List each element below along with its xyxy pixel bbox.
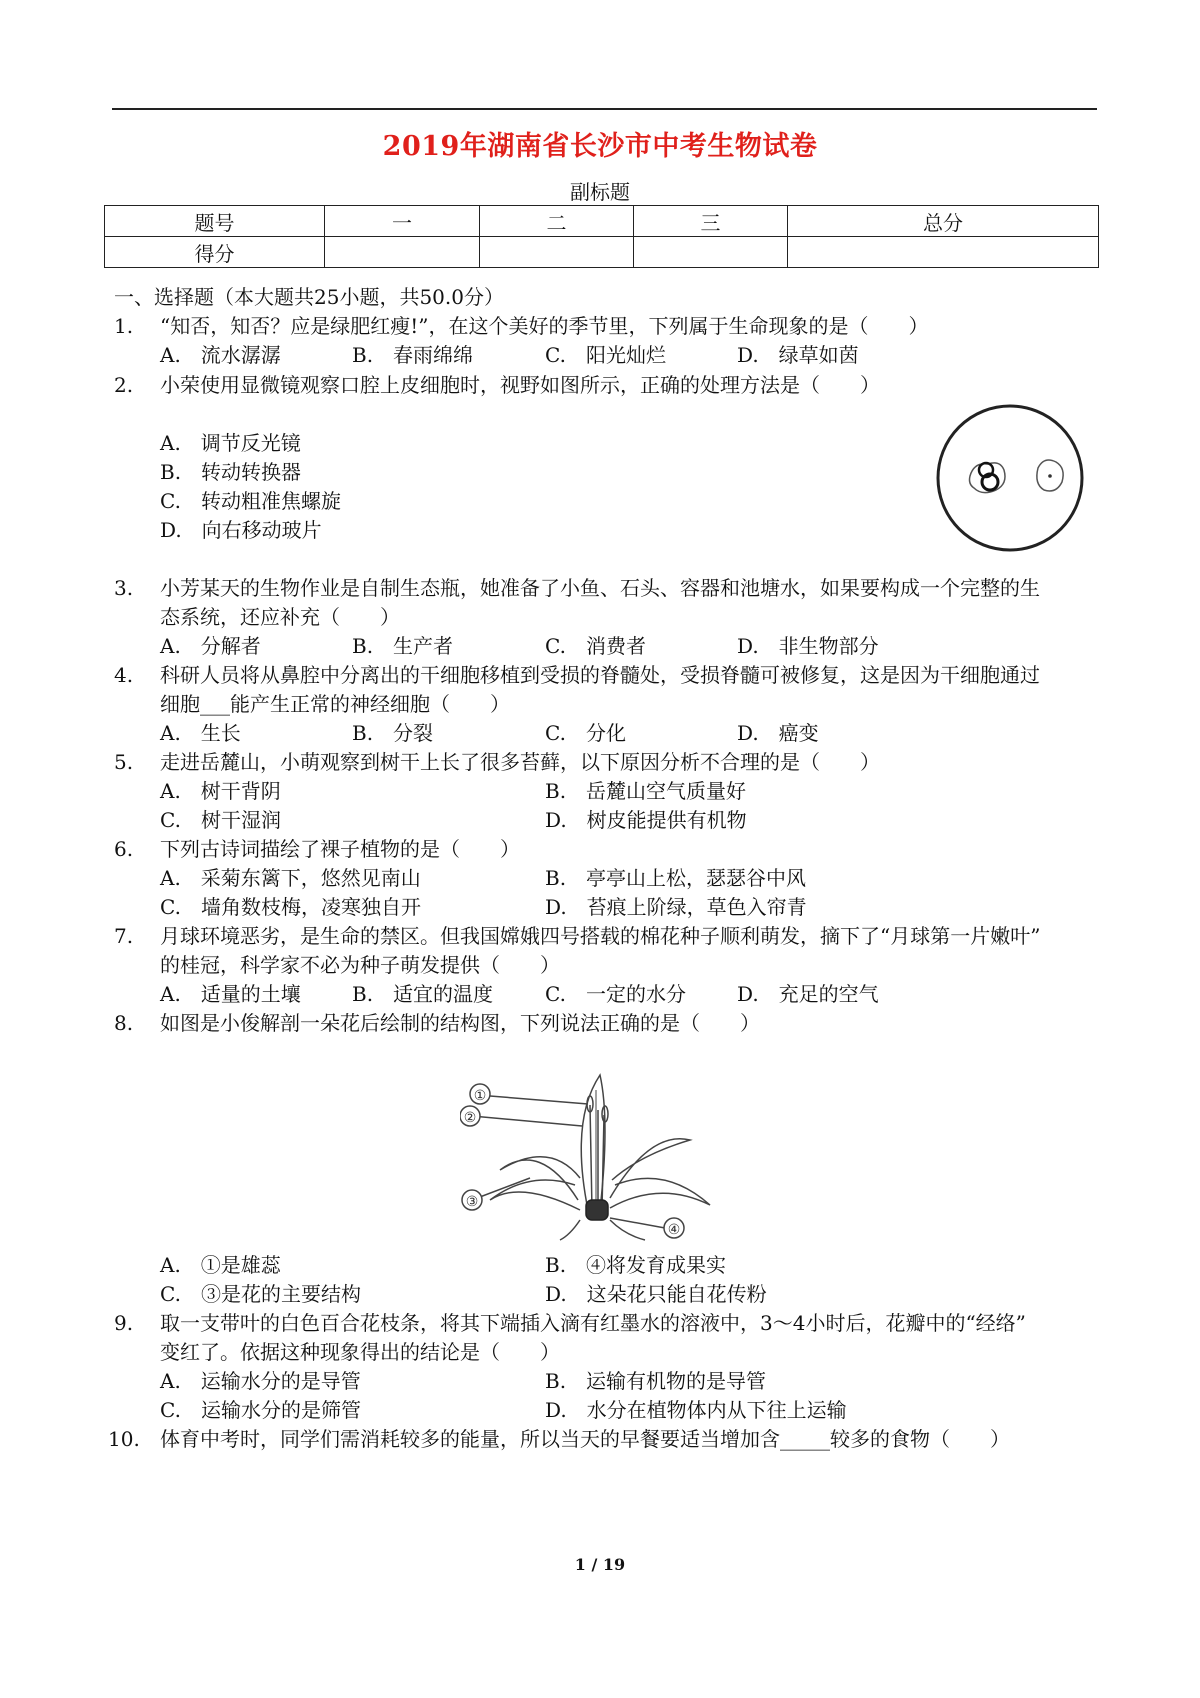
- question-number: 10.: [108, 1427, 140, 1451]
- option-d[interactable]: D. 非生物部分: [737, 634, 879, 658]
- option-d[interactable]: D. 这朵花只能自花传粉: [545, 1282, 767, 1306]
- option-b[interactable]: B. 岳麓山空气质量好: [545, 779, 747, 803]
- option-c[interactable]: C. 消费者: [545, 634, 646, 658]
- question-text: 变红了。依据这种现象得出的结论是（ ）: [160, 1340, 560, 1364]
- score-input-cell[interactable]: [634, 237, 788, 268]
- flower-structure-figure: [460, 1060, 740, 1250]
- question-text: 细胞___能产生正常的神经细胞（ ）: [160, 692, 510, 716]
- option-a[interactable]: A. ①是雄蕊: [160, 1253, 281, 1277]
- option-c[interactable]: C. ③是花的主要结构: [160, 1282, 361, 1306]
- score-cell: 二: [480, 206, 634, 237]
- question-text: 的桂冠，科学家不必为种子萌发提供（ ）: [160, 953, 560, 977]
- option-a[interactable]: A. 生长: [160, 721, 241, 745]
- flower-label: ①: [473, 1088, 487, 1104]
- option-b[interactable]: B. 转动转换器: [160, 460, 302, 484]
- option-d[interactable]: D. 向右移动玻片: [160, 518, 322, 542]
- option-b[interactable]: B. 分裂: [352, 721, 434, 745]
- option-c[interactable]: C. 分化: [545, 721, 626, 745]
- page-subtitle: 副标题: [570, 180, 630, 204]
- question-number: 6.: [114, 837, 134, 861]
- option-a[interactable]: A. 适量的土壤: [160, 982, 301, 1006]
- option-b[interactable]: B. 亭亭山上松，瑟瑟谷中风: [545, 866, 807, 890]
- option-c[interactable]: C. 一定的水分: [545, 982, 686, 1006]
- option-c[interactable]: C. 运输水分的是筛管: [160, 1398, 361, 1422]
- score-cell: 三: [634, 206, 788, 237]
- question-number: 5.: [114, 750, 134, 774]
- option-b[interactable]: B. 运输有机物的是导管: [545, 1369, 767, 1393]
- question-text: 态系统，还应补充（ ）: [160, 605, 400, 629]
- question-text: 取一支带叶的白色百合花枝条，将其下端插入滴有红墨水的溶液中，3～4小时后，花瓣中的“经络”: [160, 1311, 1026, 1335]
- microscope-view-figure: [930, 398, 1090, 558]
- question-text: 走进岳麓山，小萌观察到树干上长了很多苔藓，以下原因分析不合理的是（ ）: [160, 750, 880, 774]
- option-b[interactable]: B. 生产者: [352, 634, 454, 658]
- flower-label: ④: [667, 1222, 681, 1238]
- option-b[interactable]: B. 春雨绵绵: [352, 343, 474, 367]
- section-heading: 一、选择题（本大题共25小题，共50.0分）: [114, 285, 504, 309]
- option-c[interactable]: C. 树干湿润: [160, 808, 281, 832]
- question-text: 下列古诗词描绘了裸子植物的是（ ）: [160, 837, 520, 861]
- top-rule: [112, 108, 1097, 110]
- option-b[interactable]: B. 适宜的温度: [352, 982, 494, 1006]
- option-d[interactable]: D. 癌变: [737, 721, 819, 745]
- question-text: 体育中考时，同学们需消耗较多的能量，所以当天的早餐要适当增加含_____较多的食物（ ）: [160, 1427, 1010, 1451]
- question-number: 2.: [114, 373, 134, 397]
- question-number: 8.: [114, 1011, 134, 1035]
- flower-label: ②: [463, 1110, 477, 1126]
- score-table: [104, 205, 1099, 268]
- question-text: 如图是小俊解剖一朵花后绘制的结构图，下列说法正确的是（ ）: [160, 1011, 760, 1035]
- option-a[interactable]: A. 树干背阴: [160, 779, 281, 803]
- question-number: 4.: [114, 663, 134, 687]
- question-text: 科研人员将从鼻腔中分离出的干细胞移植到受损的脊髓处，受损脊髓可被修复，这是因为干细胞通过: [160, 663, 1040, 687]
- question-number: 7.: [114, 924, 134, 948]
- score-cell: 题号: [105, 206, 325, 237]
- question-number: 3.: [114, 576, 134, 600]
- page-title: 2019年湖南省长沙市中考生物试卷: [382, 131, 818, 162]
- score-table-row: [105, 237, 1099, 268]
- option-c[interactable]: C. 墙角数枝梅，凌寒独自开: [160, 895, 421, 919]
- score-input-cell[interactable]: [325, 237, 480, 268]
- option-d[interactable]: D. 水分在植物体内从下往上运输: [545, 1398, 847, 1422]
- question-text: “知否，知否？应是绿肥红瘦!”，在这个美好的季节里，下列属于生命现象的是（ ）: [160, 314, 929, 338]
- option-a[interactable]: A. 流水潺潺: [160, 343, 281, 367]
- option-d[interactable]: D. 苔痕上阶绿，草色入帘青: [545, 895, 807, 919]
- question-text: 小芳某天的生物作业是自制生态瓶，她准备了小鱼、石头、容器和池塘水，如果要构成一个完整的生: [160, 576, 1040, 600]
- option-d[interactable]: D. 树皮能提供有机物: [545, 808, 747, 832]
- page-number: 1 / 19: [574, 1555, 626, 1574]
- option-d[interactable]: D. 绿草如茵: [737, 343, 859, 367]
- option-a[interactable]: A. 运输水分的是导管: [160, 1369, 361, 1393]
- score-cell: 一: [325, 206, 480, 237]
- score-input-cell[interactable]: [480, 237, 634, 268]
- option-a[interactable]: A. 调节反光镜: [160, 431, 301, 455]
- flower-label: ③: [465, 1194, 479, 1210]
- option-d[interactable]: D. 充足的空气: [737, 982, 879, 1006]
- option-a[interactable]: A. 采菊东篱下，悠然见南山: [160, 866, 421, 890]
- score-cell: 总分: [788, 206, 1099, 237]
- option-c[interactable]: C. 阳光灿烂: [545, 343, 666, 367]
- question-text: 月球环境恶劣，是生命的禁区。但我国嫦娥四号搭载的棉花种子顺利萌发，摘下了“月球第一片嫩叶”: [160, 924, 1041, 948]
- question-number: 9.: [114, 1311, 134, 1335]
- option-a[interactable]: A. 分解者: [160, 634, 261, 658]
- option-b[interactable]: B. ④将发育成果实: [545, 1253, 727, 1277]
- score-table-row: [105, 206, 1099, 237]
- question-text: 小荣使用显微镜观察口腔上皮细胞时，视野如图所示，正确的处理方法是（ ）: [160, 373, 880, 397]
- question-number: 1.: [114, 314, 134, 338]
- score-cell: 得分: [105, 237, 325, 268]
- option-c[interactable]: C. 转动粗准焦螺旋: [160, 489, 341, 513]
- score-input-cell[interactable]: [788, 237, 1099, 268]
